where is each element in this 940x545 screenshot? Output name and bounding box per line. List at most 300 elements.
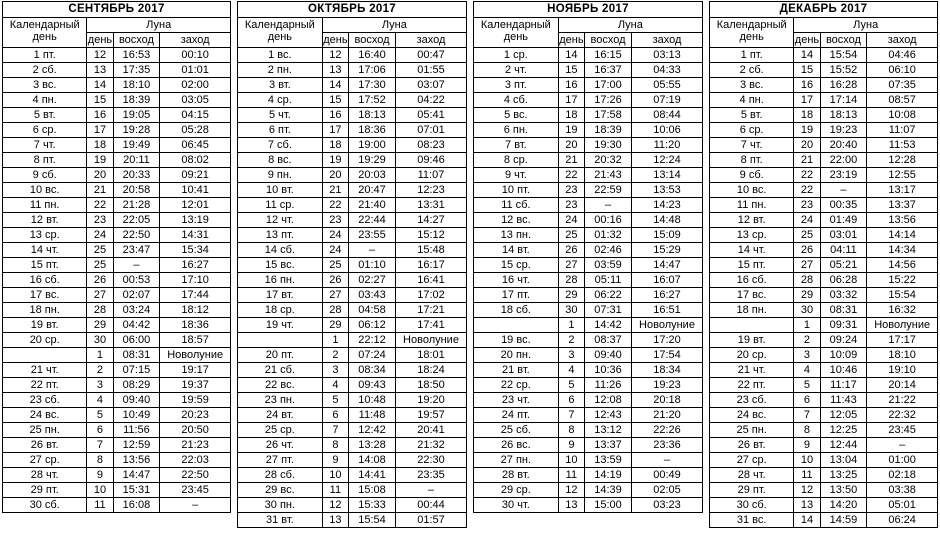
moonrise-cell: 17:30 xyxy=(349,78,396,93)
calendar-day-cell: 30 сб. xyxy=(3,498,87,513)
moon-day-cell: 12 xyxy=(794,483,820,498)
calendar-day-cell: 28 сб. xyxy=(238,468,323,483)
calendar-day-cell xyxy=(238,333,323,348)
calendar-day-cell: 6 пн. xyxy=(474,123,559,138)
moon-day-cell: 27 xyxy=(558,258,584,273)
moon-day-cell: 17 xyxy=(558,93,584,108)
table-row xyxy=(474,468,703,483)
moon-day-cell: 15 xyxy=(794,63,820,78)
table-row xyxy=(474,408,703,423)
moonset-cell: 10:06 xyxy=(631,123,702,138)
table-row xyxy=(238,183,467,198)
moon-day-cell: 25 xyxy=(322,258,348,273)
moonset-cell: 23:45 xyxy=(867,423,938,438)
table-row xyxy=(3,348,231,363)
moonset-cell: 16:32 xyxy=(867,303,938,318)
moon-day-cell: 23 xyxy=(322,213,348,228)
calendar-day-cell: 29 пт. xyxy=(710,483,794,498)
calendar-day-cell: 2 пн. xyxy=(238,63,323,78)
moon-day-cell: 22 xyxy=(794,183,820,198)
moonset-cell: – xyxy=(867,438,938,453)
month-title: НОЯБРЬ 2017 xyxy=(474,2,703,18)
table-row xyxy=(710,273,938,288)
moonrise-cell: 11:26 xyxy=(585,378,632,393)
moon-day-cell: 12 xyxy=(322,48,348,63)
table-row xyxy=(3,183,231,198)
calendar-day-cell: 6 ср. xyxy=(710,123,794,138)
moonset-cell: 03:38 xyxy=(867,483,938,498)
moonrise-cell: 15:33 xyxy=(349,498,396,513)
calendar-day-cell: 12 вт. xyxy=(710,213,794,228)
calendar-day-cell: 24 вт. xyxy=(238,408,323,423)
calendar-day-cell: 15 вс. xyxy=(238,258,323,273)
table-row xyxy=(3,243,231,258)
moon-day-cell: 24 xyxy=(794,213,820,228)
moonset-cell: 09:21 xyxy=(160,168,231,183)
calendar-day-cell: 21 сб. xyxy=(238,363,323,378)
moon-table xyxy=(709,1,938,528)
calendar-day-cell: 28 чт. xyxy=(3,468,87,483)
moon-day-cell: 19 xyxy=(794,123,820,138)
moonset-cell: 04:33 xyxy=(631,63,702,78)
moonrise-cell: 20:11 xyxy=(113,153,160,168)
moon-day-cell: 9 xyxy=(794,438,820,453)
calendar-day-cell: 16 сб. xyxy=(710,273,794,288)
moon-day-cell: 9 xyxy=(558,438,584,453)
moon-day-cell: 6 xyxy=(558,393,584,408)
moonrise-cell: 16:37 xyxy=(585,63,632,78)
calendar-day-cell: 16 сб. xyxy=(3,273,87,288)
moonset-cell: 21:32 xyxy=(395,438,466,453)
moonset-cell: 18:57 xyxy=(160,333,231,348)
moonrise-cell: 20:47 xyxy=(349,183,396,198)
moon-day-cell: 3 xyxy=(87,378,113,393)
calendar-day-cell: 4 ср. xyxy=(238,93,323,108)
moonrise-cell: 12:59 xyxy=(113,438,160,453)
moonrise-cell: 03:43 xyxy=(349,288,396,303)
table-row xyxy=(710,123,938,138)
table-row xyxy=(474,303,703,318)
moonrise-cell: 15:54 xyxy=(820,48,867,63)
moon-day-cell: 15 xyxy=(87,93,113,108)
moon-day-cell: 24 xyxy=(322,228,348,243)
calendar-day-cell: 31 вс. xyxy=(710,513,794,528)
moonrise-cell: 18:39 xyxy=(113,93,160,108)
moonset-cell: 15:34 xyxy=(160,243,231,258)
moonset-cell: 03:23 xyxy=(631,498,702,513)
moonrise-cell: 16:28 xyxy=(820,78,867,93)
calendar-day-cell: 8 пт. xyxy=(3,153,87,168)
calendar-day-header-line2: день xyxy=(739,31,764,43)
moon-day-cell: 28 xyxy=(794,273,820,288)
moonset-cell: 12:23 xyxy=(395,183,466,198)
moonset-cell: 15:54 xyxy=(867,288,938,303)
table-row xyxy=(238,228,467,243)
moonrise-cell: 03:24 xyxy=(113,303,160,318)
calendar-day-cell: 13 пн. xyxy=(474,228,559,243)
moon-day-cell: 28 xyxy=(558,273,584,288)
table-row xyxy=(474,198,703,213)
moonrise-cell: 12:43 xyxy=(585,408,632,423)
table-row xyxy=(3,213,231,228)
table-row xyxy=(474,123,703,138)
table-row xyxy=(3,483,231,498)
moon-day-cell: 6 xyxy=(794,393,820,408)
moonset-cell: 15:12 xyxy=(395,228,466,243)
calendar-day-cell: 17 вс. xyxy=(710,288,794,303)
moonset-cell: 14:31 xyxy=(160,228,231,243)
moon-day-cell: 23 xyxy=(558,198,584,213)
table-row xyxy=(238,453,467,468)
calendar-day-cell xyxy=(474,318,559,333)
calendar-day-cell: 13 ср. xyxy=(710,228,794,243)
moonset-cell: 06:24 xyxy=(867,513,938,528)
moonset-cell: 00:47 xyxy=(395,48,466,63)
moon-day-cell: 19 xyxy=(87,153,113,168)
table-row xyxy=(474,168,703,183)
moon-day-cell: 22 xyxy=(87,198,113,213)
moonrise-cell: 02:07 xyxy=(113,288,160,303)
moon-day-cell: 23 xyxy=(87,213,113,228)
moonrise-cell: 14:39 xyxy=(585,483,632,498)
moonrise-cell: 19:23 xyxy=(820,123,867,138)
calendar-day-header xyxy=(238,18,323,48)
moonset-cell: – xyxy=(160,498,231,513)
moonset-cell: 18:24 xyxy=(395,363,466,378)
moonrise-cell: 15:54 xyxy=(349,513,396,528)
calendar-day-cell: 2 сб. xyxy=(710,63,794,78)
moonrise-cell: 04:58 xyxy=(349,303,396,318)
calendar-day-header xyxy=(474,18,559,48)
calendar-day-cell: 1 пт. xyxy=(710,48,794,63)
calendar-day-cell: 6 ср. xyxy=(3,123,87,138)
moonset-cell: 14:47 xyxy=(631,258,702,273)
moon-day-cell: 5 xyxy=(794,378,820,393)
moonrise-cell: 04:11 xyxy=(820,243,867,258)
moon-day-cell: 20 xyxy=(87,168,113,183)
moonset-header: заход xyxy=(631,33,702,48)
moonset-cell: Новолуние xyxy=(631,318,702,333)
moonset-cell: 13:17 xyxy=(867,183,938,198)
calendar-day-cell: 15 пт. xyxy=(710,258,794,273)
moonset-cell: 22:30 xyxy=(395,453,466,468)
moon-day-cell: 15 xyxy=(322,93,348,108)
moon-day-cell: 1 xyxy=(87,348,113,363)
moonrise-cell: 07:15 xyxy=(113,363,160,378)
calendar-day-cell: 4 пн. xyxy=(3,93,87,108)
month-title: СЕНТЯБРЬ 2017 xyxy=(3,2,231,18)
moonrise-cell: 12:42 xyxy=(349,423,396,438)
moon-day-cell: 20 xyxy=(558,138,584,153)
table-row xyxy=(238,258,467,273)
calendar-day-cell: 26 чт. xyxy=(238,438,323,453)
moonrise-cell: 13:50 xyxy=(820,483,867,498)
calendar-day-header-line1: Календарный xyxy=(480,19,551,31)
calendar-day-cell: 1 вс. xyxy=(238,48,323,63)
calendar-day-cell: 29 пт. xyxy=(3,483,87,498)
table-row xyxy=(238,288,467,303)
calendar-day-cell: 5 вт. xyxy=(710,108,794,123)
moonrise-cell: 10:46 xyxy=(820,363,867,378)
moonset-cell: 16:41 xyxy=(395,273,466,288)
table-row xyxy=(238,168,467,183)
moonrise-cell: 16:08 xyxy=(113,498,160,513)
calendar-day-header-line1: Календарный xyxy=(9,19,80,31)
calendar-day-cell: 7 чт. xyxy=(3,138,87,153)
moonrise-header: восход xyxy=(585,33,632,48)
table-row xyxy=(3,123,231,138)
calendar-day-cell: 25 сб. xyxy=(474,423,559,438)
moonrise-cell: 08:29 xyxy=(113,378,160,393)
calendar-day-cell: 10 вс. xyxy=(3,183,87,198)
moonrise-cell: 02:27 xyxy=(349,273,396,288)
moonrise-cell: 14:08 xyxy=(349,453,396,468)
moonset-cell: 02:00 xyxy=(160,78,231,93)
moonrise-cell: 17:14 xyxy=(820,93,867,108)
calendar-day-cell: 12 вс. xyxy=(474,213,559,228)
moonrise-cell: 23:47 xyxy=(113,243,160,258)
calendar-day-cell: 26 вт. xyxy=(3,438,87,453)
table-row xyxy=(3,438,231,453)
moonset-cell: 21:20 xyxy=(631,408,702,423)
moonset-cell: 19:17 xyxy=(160,363,231,378)
moon-day-cell: 26 xyxy=(794,243,820,258)
moon-day-cell: 14 xyxy=(558,48,584,63)
calendar-day-header-line2: день xyxy=(503,31,529,43)
moonset-cell: 04:15 xyxy=(160,108,231,123)
moonrise-cell: 03:59 xyxy=(585,258,632,273)
moon-header: Луна xyxy=(558,18,702,33)
table-row xyxy=(474,498,703,513)
moonrise-cell: 13:56 xyxy=(113,453,160,468)
calendar-day-cell xyxy=(3,348,87,363)
moonset-cell: 03:13 xyxy=(631,48,702,63)
moonrise-cell: 19:30 xyxy=(585,138,632,153)
calendar-day-cell: 16 чт. xyxy=(474,273,559,288)
moonrise-cell: 17:58 xyxy=(585,108,632,123)
moonrise-cell: 13:37 xyxy=(585,438,632,453)
moon-day-cell: 5 xyxy=(87,408,113,423)
moon-day-cell: 19 xyxy=(322,153,348,168)
calendar-day-cell: 24 вс. xyxy=(710,408,794,423)
moon-day-cell: 4 xyxy=(558,363,584,378)
moonrise-cell: 04:42 xyxy=(113,318,160,333)
table-row xyxy=(238,153,467,168)
table-row xyxy=(238,378,467,393)
moonrise-cell: 19:29 xyxy=(349,153,396,168)
table-row xyxy=(238,393,467,408)
calendar-day-cell: 29 вс. xyxy=(238,483,323,498)
moonset-cell: 20:23 xyxy=(160,408,231,423)
moonset-cell: – xyxy=(631,453,702,468)
moonrise-cell: 07:24 xyxy=(349,348,396,363)
moonrise-cell: 22:05 xyxy=(113,213,160,228)
moonrise-cell: 11:43 xyxy=(820,393,867,408)
moonset-cell: 09:46 xyxy=(395,153,466,168)
moonrise-cell: – xyxy=(349,243,396,258)
table-row xyxy=(3,138,231,153)
moon-day-cell: 10 xyxy=(558,453,584,468)
calendar-day-header xyxy=(3,18,87,48)
moonrise-cell: 11:48 xyxy=(349,408,396,423)
moonrise-cell: 09:24 xyxy=(820,333,867,348)
moon-day-cell: 3 xyxy=(794,348,820,363)
table-row xyxy=(3,453,231,468)
calendar-day-cell: 23 сб. xyxy=(710,393,794,408)
table-row xyxy=(3,168,231,183)
calendar-day-cell: 16 пн. xyxy=(238,273,323,288)
table-row xyxy=(238,438,467,453)
moon-day-cell: 26 xyxy=(322,273,348,288)
moonrise-cell: 14:59 xyxy=(820,513,867,528)
moon-day-header: день xyxy=(559,34,584,46)
table-row xyxy=(710,213,938,228)
moonrise-cell: 10:49 xyxy=(113,408,160,423)
moon-table xyxy=(237,1,467,528)
calendar-day-cell: 8 вс. xyxy=(238,153,323,168)
moonset-cell: 06:45 xyxy=(160,138,231,153)
moon-day-cell: 7 xyxy=(322,423,348,438)
calendar-day-cell: 7 сб. xyxy=(238,138,323,153)
moonset-cell: 14:23 xyxy=(631,198,702,213)
calendar-day-cell: 9 чт. xyxy=(474,168,559,183)
table-row xyxy=(3,258,231,273)
calendar-day-cell: 8 ср. xyxy=(474,153,559,168)
moonrise-cell: 13:59 xyxy=(585,453,632,468)
moonset-cell: 10:08 xyxy=(867,108,938,123)
moon-day-cell: 11 xyxy=(794,468,820,483)
moonset-cell: 22:50 xyxy=(160,468,231,483)
calendar-day-cell: 27 ср. xyxy=(3,453,87,468)
table-row xyxy=(3,93,231,108)
moon-day-cell: 20 xyxy=(794,138,820,153)
moon-day-cell: 11 xyxy=(87,498,113,513)
moonset-header: заход xyxy=(867,33,938,48)
table-row xyxy=(3,288,231,303)
table-row xyxy=(3,153,231,168)
moonset-cell: 15:29 xyxy=(631,243,702,258)
calendar-day-cell: 14 сб. xyxy=(238,243,323,258)
table-row xyxy=(238,48,467,63)
moonrise-cell: 13:04 xyxy=(820,453,867,468)
moon-day-cell: 2 xyxy=(558,333,584,348)
calendar-day-cell: 17 пт. xyxy=(474,288,559,303)
moonset-cell: 14:27 xyxy=(395,213,466,228)
moon-day-cell: 30 xyxy=(87,333,113,348)
moon-day-cell: 25 xyxy=(87,243,113,258)
moonset-cell: 14:14 xyxy=(867,228,938,243)
moonset-cell: 18:50 xyxy=(395,378,466,393)
calendar-day-cell: 18 сб. xyxy=(474,303,559,318)
calendar-day-cell: 27 пт. xyxy=(238,453,323,468)
table-row xyxy=(3,363,231,378)
moonrise-cell: 18:39 xyxy=(585,123,632,138)
moonrise-cell: 16:40 xyxy=(349,48,396,63)
moonset-cell: 21:22 xyxy=(867,393,938,408)
moonset-cell: 08:57 xyxy=(867,93,938,108)
moonrise-cell: 16:15 xyxy=(585,48,632,63)
moonrise-cell: 05:11 xyxy=(585,273,632,288)
moonrise-cell: – xyxy=(585,198,632,213)
moonrise-cell: 20:33 xyxy=(113,168,160,183)
table-row xyxy=(238,513,467,528)
moonset-cell: 18:12 xyxy=(160,303,231,318)
moonset-cell: 21:23 xyxy=(160,438,231,453)
moon-day-cell: 6 xyxy=(87,423,113,438)
table-row xyxy=(238,348,467,363)
table-row xyxy=(474,273,703,288)
calendar-day-cell: 15 пт. xyxy=(3,258,87,273)
moon-day-cell: 13 xyxy=(794,498,820,513)
moon-day-cell: 13 xyxy=(87,63,113,78)
moonset-cell: 17:54 xyxy=(631,348,702,363)
moonset-cell: 13:56 xyxy=(867,213,938,228)
moonset-cell: 13:53 xyxy=(631,183,702,198)
table-row xyxy=(474,288,703,303)
moon-day-cell: 29 xyxy=(87,318,113,333)
calendar-day-cell: 21 вт. xyxy=(474,363,559,378)
moonset-cell: 14:48 xyxy=(631,213,702,228)
moonset-cell: 05:55 xyxy=(631,78,702,93)
moonrise-cell: – xyxy=(820,183,867,198)
moonset-cell: 17:20 xyxy=(631,333,702,348)
moon-day-cell: 9 xyxy=(322,453,348,468)
moonset-cell: Новолуние xyxy=(160,348,231,363)
moonset-cell: 06:10 xyxy=(867,63,938,78)
table-row xyxy=(3,273,231,288)
moon-day-cell: 16 xyxy=(322,108,348,123)
moon-day-cell: 24 xyxy=(87,228,113,243)
calendar-day-cell: 20 ср. xyxy=(710,348,794,363)
moon-day-cell: 11 xyxy=(558,468,584,483)
moonrise-cell: 01:10 xyxy=(349,258,396,273)
calendar-day-cell: 6 пт. xyxy=(238,123,323,138)
moon-day-cell: 21 xyxy=(558,153,584,168)
moonrise-cell: 14:41 xyxy=(349,468,396,483)
moon-day-cell: 12 xyxy=(558,483,584,498)
table-row xyxy=(710,348,938,363)
table-row xyxy=(3,228,231,243)
moon-day-cell: 20 xyxy=(322,168,348,183)
calendar-day-cell: 14 вт. xyxy=(474,243,559,258)
moonset-cell: 07:01 xyxy=(395,123,466,138)
moon-day-cell: 18 xyxy=(794,108,820,123)
moonset-cell: 23:36 xyxy=(631,438,702,453)
moon-day-cell: 13 xyxy=(322,63,348,78)
calendar-day-cell: 11 пн. xyxy=(710,198,794,213)
calendar-day-cell: 12 чт. xyxy=(238,213,323,228)
moonset-cell: 08:02 xyxy=(160,153,231,168)
table-row xyxy=(710,363,938,378)
calendar-day-cell: 29 ср. xyxy=(474,483,559,498)
calendar-day-cell: 25 пн. xyxy=(710,423,794,438)
calendar-day-cell: 2 сб. xyxy=(3,63,87,78)
moonrise-cell: 15:31 xyxy=(113,483,160,498)
moon-day-cell: 27 xyxy=(87,288,113,303)
calendar-day-cell: 14 чт. xyxy=(710,243,794,258)
table-row xyxy=(238,138,467,153)
moonrise-cell: 20:03 xyxy=(349,168,396,183)
moonset-cell: 08:23 xyxy=(395,138,466,153)
calendar-day-cell: 18 пн. xyxy=(710,303,794,318)
table-row xyxy=(474,333,703,348)
moonset-cell: Новолуние xyxy=(395,333,466,348)
moonset-cell: 13:19 xyxy=(160,213,231,228)
calendar-day-cell: 19 чт. xyxy=(238,318,323,333)
table-row xyxy=(710,93,938,108)
calendar-day-header-line2: день xyxy=(267,31,293,43)
moonset-cell: 13:31 xyxy=(395,198,466,213)
